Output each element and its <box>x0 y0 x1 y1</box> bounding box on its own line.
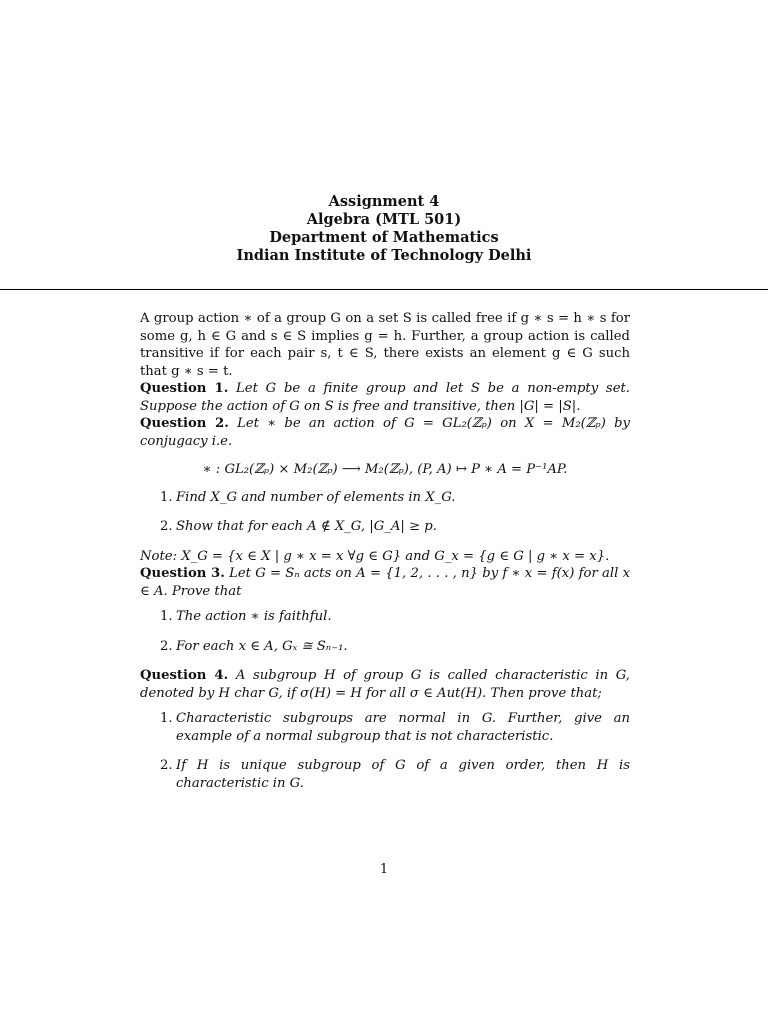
course-name: Algebra (MTL 501) <box>306 211 462 228</box>
item-number: 2. <box>160 519 173 534</box>
list-item <box>140 757 630 792</box>
question-3-items <box>140 608 630 655</box>
item-text: Characteristic subgroups are normal in G. Further, give an example of a normal subgroup that is not characteristic. <box>176 711 630 744</box>
list-item <box>140 710 630 745</box>
question-4-label: Question 4. <box>140 668 229 683</box>
item-text: The action ∗ is faithful. <box>176 609 332 624</box>
question-2-note: Note: X_G = {x ∈ X | g ∗ x = x ∀g ∈ G} and G_x = {g ∈ G | g ∗ x = x}. <box>140 548 610 564</box>
assignment-title: Assignment 4 <box>328 193 440 210</box>
question-3-text: Let G = Sₙ acts on A = {1, 2, . . . , n} by f ∗ x = f(x) for all x ∈ A. Prove that <box>140 566 631 599</box>
list-item <box>140 638 630 656</box>
intro-paragraph: A group action ∗ of a group G on a set S is called free if g ∗ s = h ∗ s for some g, h ∈ G and s ∈ S implies g = h. Further, a group action is called transitive if for each pair s, t ∈ S, there exists an element g ∈ G such that g ∗ s = t. <box>140 311 630 379</box>
item-text: If H is unique subgroup of G of a given order, then H is characteristic in G. <box>176 758 630 791</box>
question-4 <box>140 667 630 702</box>
item-number: 1. <box>160 609 173 624</box>
item-number: 1. <box>160 489 173 505</box>
list-item <box>140 489 630 507</box>
list-item <box>140 608 630 626</box>
document-header <box>0 193 768 265</box>
question-1-label: Question 1. <box>140 381 229 396</box>
question-4-items <box>140 710 630 792</box>
question-2-text: Let ∗ be an action of G = GL₂(ℤₚ) on X = M₂(ℤₚ) by conjugacy i.e. <box>140 416 630 449</box>
document-body <box>140 310 630 804</box>
header-divider <box>0 289 768 290</box>
question-2-label: Question 2. <box>140 416 229 431</box>
question-2 <box>140 415 630 450</box>
question-2-equation: ∗ : GL₂(ℤₚ) × M₂(ℤₚ) ⟶ M₂(ℤₚ), (P, A) ↦ P ∗ A = P⁻¹AP. <box>202 462 568 477</box>
question-1-text: Let G be a finite group and let S be a non-empty set. Suppose the action of G on S is free and transitive, then |G| = |S|. <box>140 381 630 414</box>
department-name: Department of Mathematics <box>269 229 499 246</box>
question-1 <box>140 380 630 415</box>
page-number: 1 <box>379 862 389 877</box>
item-number: 2. <box>160 638 173 654</box>
institute-name: Indian Institute of Technology Delhi <box>236 247 532 264</box>
question-4-text: A subgroup H of group G is called characteristic in G, denoted by H char G, if σ(H) = H for all σ ∈ Aut(H). Then prove that; <box>140 668 630 701</box>
question-3 <box>140 565 630 600</box>
item-text: Show that for each A ∉ X_G, |G_A| ≥ p. <box>176 519 437 534</box>
item-text: Find X_G and number of elements in X_G. <box>176 489 456 505</box>
item-number: 1. <box>160 711 173 726</box>
list-item <box>140 518 630 536</box>
question-3-label: Question 3. <box>140 566 225 581</box>
question-2-items <box>140 489 630 536</box>
item-number: 2. <box>160 758 173 773</box>
item-text: For each x ∈ A, Gₓ ≅ Sₙ₋₁. <box>176 638 348 654</box>
